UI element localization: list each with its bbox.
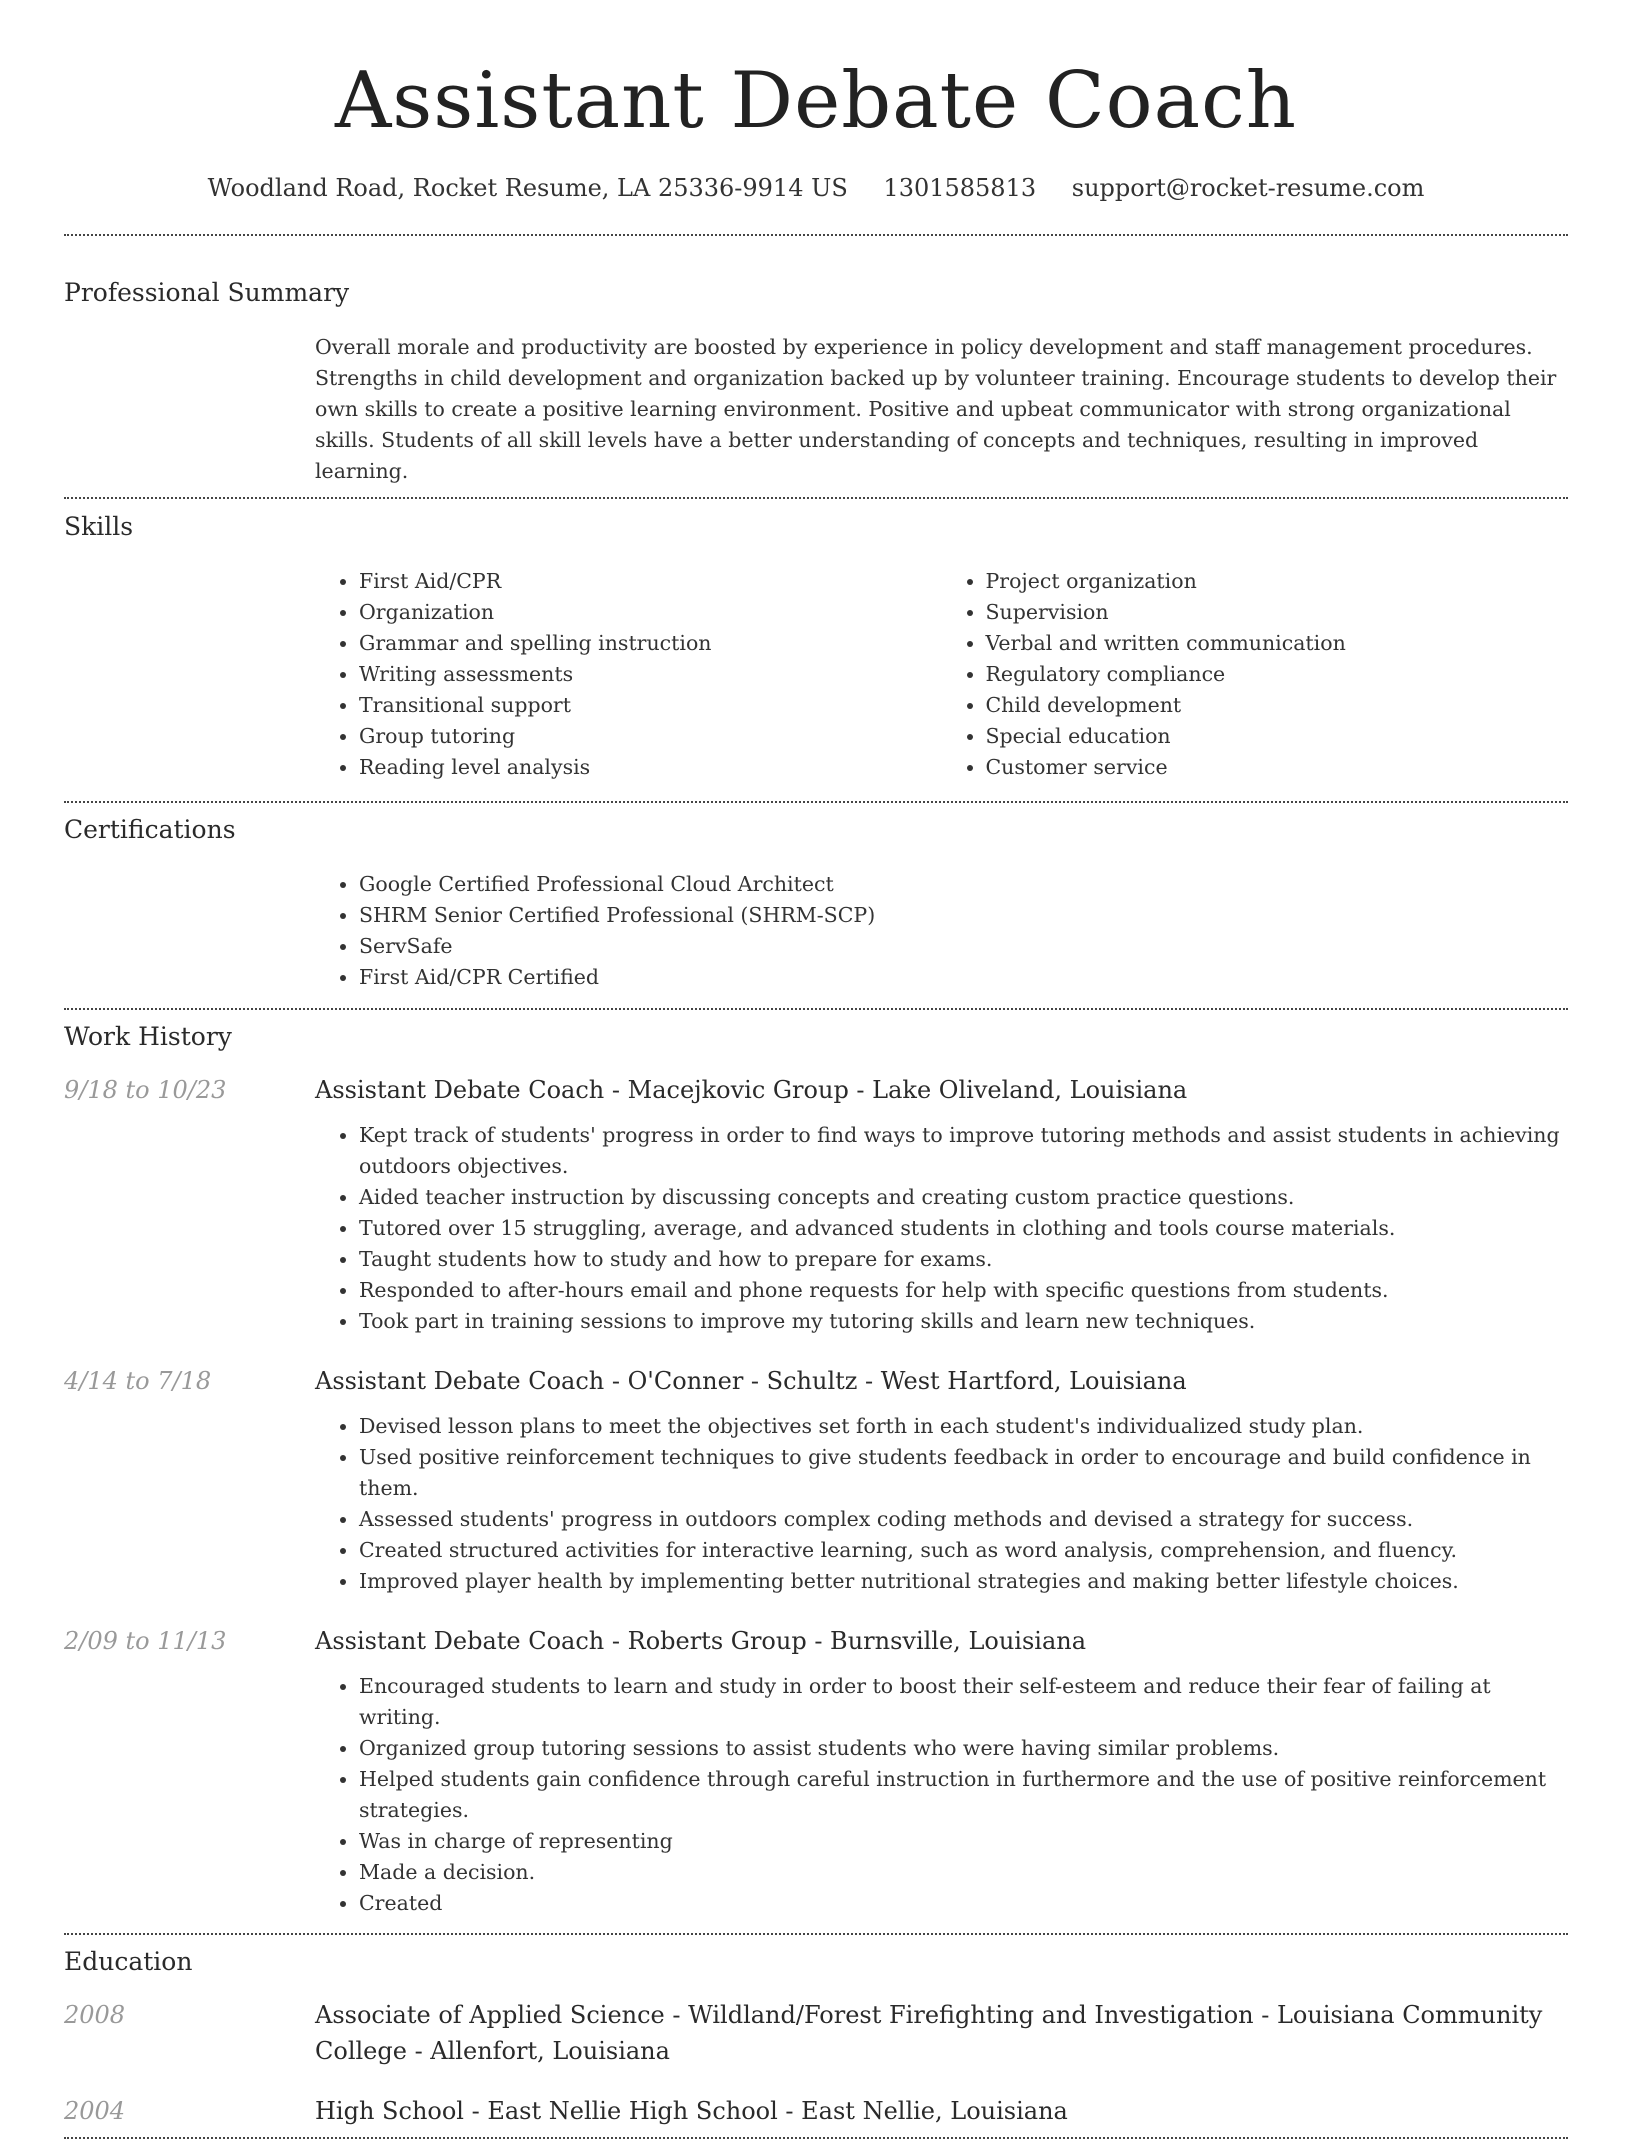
job-bullets (315, 1120, 1568, 1337)
section-title-work: Work History (64, 1022, 232, 1051)
job-header (64, 1623, 1568, 1659)
skills-columns (315, 566, 1568, 783)
job-entry (64, 1623, 1568, 1919)
job-bullet: • Kept track of students' progress in order to find ways to improve tutoring methods and assist students in achieving outdoors objectives. (359, 1120, 1568, 1182)
education-entry (64, 2093, 1568, 2129)
job-bullet: • Responded to after-hours email and phone requests for help with specific questions from students. (359, 1275, 1568, 1306)
contact-line (64, 168, 1568, 208)
contact-address: Woodland Road, Rocket Resume, LA 25336-9914 US (207, 174, 848, 202)
job-dates: 2/09 to 11/13 (64, 1627, 227, 1655)
skill-item: • Customer service (986, 752, 1569, 783)
work-section (64, 1010, 1568, 1919)
job-title: Assistant Debate Coach - Roberts Group - Burnsville, Louisiana (315, 1627, 1087, 1655)
skill-item: • Reading level analysis (359, 752, 942, 783)
education-year: 2008 (64, 2001, 126, 2029)
job-bullets (315, 1671, 1568, 1919)
job-bullet: • Taught students how to study and how to prepare for exams. (359, 1244, 1568, 1275)
job-dates: 9/18 to 10/23 (64, 1076, 227, 1104)
job-bullet: • Improved player health by implementing better nutritional strategies and making better lifestyle choices. (359, 1566, 1568, 1597)
job-bullet: • Encouraged students to learn and study in order to boost their self-esteem and reduce their fear of failing at writing. (359, 1671, 1568, 1733)
education-entry (64, 1997, 1568, 2069)
section-title-education: Education (64, 1947, 193, 1976)
skill-item: • Verbal and written communication (986, 628, 1569, 659)
job-bullet: • Used positive reinforcement techniques to give students feedback in order to encourage and build confidence in them. (359, 1442, 1568, 1504)
job-title: Assistant Debate Coach - Macejkovic Group - Lake Oliveland, Louisiana (315, 1076, 1188, 1104)
resume-page (64, 0, 1568, 2139)
certification-item: • SHRM Senior Certified Professional (SHRM-SCP) (359, 900, 1568, 931)
job-bullet: • Created structured activities for interactive learning, such as word analysis, comprehension, and fluency. (359, 1535, 1568, 1566)
skill-item: • Writing assessments (359, 659, 942, 690)
section-title-skills: Skills (64, 512, 134, 541)
job-title: Assistant Debate Coach - O'Conner - Schultz - West Hartford, Louisiana (315, 1367, 1187, 1395)
education-year: 2004 (64, 2097, 126, 2125)
contact-email: support@rocket-resume.com (1071, 174, 1425, 202)
job-bullet: • Assessed students' progress in outdoors complex coding methods and devised a strategy for success. (359, 1504, 1568, 1535)
skill-item: • Supervision (986, 597, 1569, 628)
skill-item: • Organization (359, 597, 942, 628)
skill-item: • Project organization (986, 566, 1569, 597)
job-header (64, 1072, 1568, 1108)
certification-item: • First Aid/CPR Certified (359, 962, 1568, 993)
job-bullet: • Helped students gain confidence through careful instruction in furthermore and the use of positive reinforcement strategies. (359, 1764, 1568, 1826)
summary-text: Overall morale and productivity are boosted by experience in policy development and staff management procedures. Strengths in child development and organization backed up by volunteer training. Encourage students to develop their own skills to create a positive learning environment. Positive and upbeat communicator with strong organizational skills. Students of all skill levels have a better understanding of concepts and techniques, resulting in improved learning. (315, 335, 1557, 483)
contact-phone: 1301585813 (883, 174, 1037, 202)
job-bullets (315, 1411, 1568, 1597)
skills-section (64, 499, 1568, 783)
job-entry (64, 1363, 1568, 1597)
education-title: High School - East Nellie High School - East Nellie, Louisiana (315, 2097, 1068, 2125)
job-bullet-list (315, 1120, 1568, 1337)
section-title-summary: Professional Summary (64, 278, 350, 307)
job-bullet: • Took part in training sessions to improve my tutoring skills and learn new techniques. (359, 1306, 1568, 1337)
skills-list-right (942, 566, 1569, 783)
skill-item: • Child development (986, 690, 1569, 721)
skills-list-left (315, 566, 942, 783)
skill-item: • Grammar and spelling instruction (359, 628, 942, 659)
job-bullet-list (315, 1411, 1568, 1597)
certification-item: • ServSafe (359, 931, 1568, 962)
job-bullet: • Tutored over 15 struggling, average, and advanced students in clothing and tools course materials. (359, 1213, 1568, 1244)
education-section (64, 1935, 1568, 2129)
job-header (64, 1363, 1568, 1399)
resume-name: Assistant Debate Coach (334, 56, 1298, 146)
certifications-section (64, 803, 1568, 993)
skill-item: • Group tutoring (359, 721, 942, 752)
summary-section (64, 236, 1568, 487)
job-bullet: • Organized group tutoring sessions to assist students who were having similar problems. (359, 1733, 1568, 1764)
job-bullet: • Devised lesson plans to meet the objectives set forth in each student's individualized study plan. (359, 1411, 1568, 1442)
certification-item: • Google Certified Professional Cloud Architect (359, 869, 1568, 900)
job-bullet: • Made a decision. (359, 1857, 1568, 1888)
certifications-content (315, 869, 1568, 993)
skill-item: • Regulatory compliance (986, 659, 1569, 690)
certifications-list (315, 869, 1568, 993)
job-bullet: • Was in charge of representing (359, 1826, 1568, 1857)
job-bullet-list (315, 1671, 1568, 1919)
job-dates: 4/14 to 7/18 (64, 1367, 212, 1395)
education-title: Associate of Applied Science - Wildland/Forest Firefighting and Investigation - Louisiana Community College - Allenfort, Louisiana (315, 2001, 1543, 2065)
skill-item: • Special education (986, 721, 1569, 752)
section-title-certifications: Certifications (64, 815, 236, 844)
job-bullet: • Created (359, 1888, 1568, 1919)
job-bullet: • Aided teacher instruction by discussing concepts and creating custom practice questions. (359, 1182, 1568, 1213)
job-entry (64, 1072, 1568, 1337)
skill-item: • Transitional support (359, 690, 942, 721)
skill-item: • First Aid/CPR (359, 566, 942, 597)
